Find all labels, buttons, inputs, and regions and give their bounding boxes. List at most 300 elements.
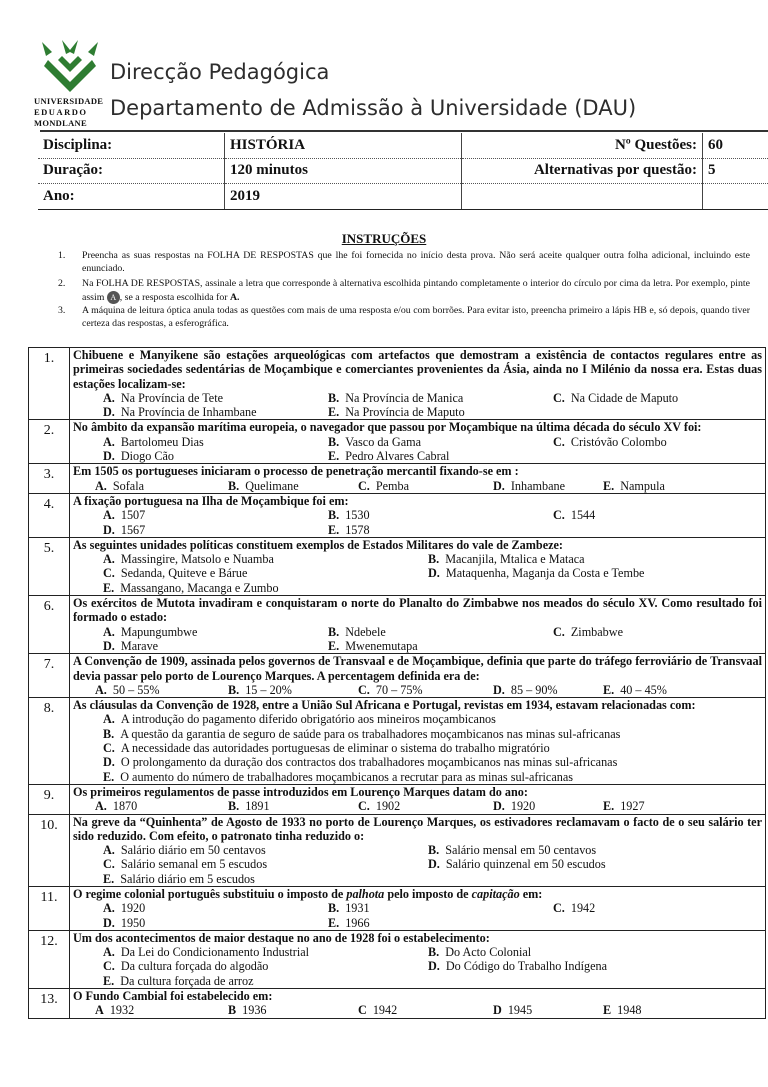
- option-text: 50 – 55%: [112, 682, 160, 697]
- option-letter: B.: [428, 945, 440, 960]
- answer-option: [103, 508, 145, 522]
- answer-option: [95, 683, 160, 697]
- option-letter: B.: [328, 901, 340, 916]
- option-text: Vasco da Gama: [345, 434, 421, 449]
- option-text: Salário quinzenal em 50 escudos: [445, 857, 606, 872]
- discipline-label: Disciplina:: [38, 133, 225, 158]
- option-letter: D.: [428, 959, 440, 974]
- question-row: [29, 814, 766, 886]
- option-text: 1870: [112, 799, 138, 814]
- option-letter: E.: [603, 478, 615, 493]
- options-row: [73, 405, 762, 419]
- option-text: Inhambane: [510, 478, 566, 493]
- option-text: A necessidade das autoridades portuguesas de eliminar o sistema do trabalho migratório: [120, 741, 550, 756]
- question-stem: Em 1505 os portugueses iniciaram o processo de penetração mercantil fixando-se em :: [73, 464, 519, 479]
- option-letter: D.: [493, 799, 505, 814]
- question-stem: As seguintes unidades políticas constituem exemplos de Estados Militares do vale de Zambeze:: [73, 537, 563, 552]
- answer-option: [493, 799, 535, 813]
- question-number: 10.: [29, 814, 70, 886]
- options-row: [73, 901, 762, 915]
- answer-option: [95, 479, 144, 493]
- institution-name: [34, 96, 106, 129]
- answer-option: [95, 799, 137, 813]
- option-text: Da Lei do Condicionamento Industrial: [120, 945, 310, 960]
- option-text: Do Código do Trabalho Indígena: [445, 959, 607, 974]
- option-text: 1902: [375, 799, 401, 814]
- question-row: [29, 420, 766, 464]
- options-row: [73, 727, 762, 741]
- option-letter: D.: [428, 566, 440, 581]
- option-letter: D.: [103, 449, 115, 464]
- option-text: Marave: [120, 638, 159, 653]
- answer-option: [603, 479, 665, 493]
- option-letter: E.: [603, 799, 615, 814]
- option-text: Da cultura forçada de arroz: [120, 973, 254, 988]
- option-text: Salário diário em 5 escudos: [120, 871, 255, 886]
- option-letter: C.: [553, 624, 565, 639]
- option-letter: A.: [95, 478, 107, 493]
- question-row: [29, 654, 766, 698]
- question-number: 13.: [29, 989, 70, 1019]
- option-letter: C.: [103, 566, 115, 581]
- answer-option: [493, 479, 565, 493]
- instruction-item: [58, 305, 748, 330]
- option-text: Da cultura forçada do algodão: [120, 959, 269, 974]
- options-row: [73, 639, 762, 653]
- options-row: [73, 959, 762, 973]
- question-number: 7.: [29, 654, 70, 698]
- option-text: Salário diário em 50 centavos: [120, 843, 266, 858]
- answer-option: [103, 901, 145, 915]
- answer-option: [358, 799, 400, 813]
- option-text: 1942: [570, 901, 596, 916]
- option-text: 1966: [345, 915, 370, 930]
- option-letter: D.: [103, 522, 115, 537]
- option-letter: A.: [95, 682, 107, 697]
- option-letter: D.: [103, 915, 115, 930]
- answer-option: [103, 843, 266, 857]
- option-text: Sedanda, Quiteve e Bárue: [120, 566, 248, 581]
- options-row: [73, 799, 762, 813]
- answer-option: [103, 405, 257, 419]
- option-text: 1578: [345, 522, 370, 537]
- directorate-title: Direcção Pedagógica: [110, 60, 330, 84]
- option-text: Mapungumbwe: [120, 624, 198, 639]
- option-letter: E: [603, 1003, 612, 1018]
- options-row: [73, 552, 762, 566]
- answer-option: [103, 916, 145, 930]
- options-row: [73, 974, 762, 988]
- answer-option: [228, 683, 292, 697]
- answer-option: [428, 566, 644, 580]
- instruction-number: 2.: [58, 278, 66, 289]
- option-text: Na Cidade de Maputo: [570, 390, 679, 405]
- option-text: 1530: [345, 508, 370, 523]
- options-row: [73, 755, 762, 769]
- options-row: [73, 523, 762, 537]
- option-letter: D.: [493, 682, 505, 697]
- option-text: 1927: [620, 799, 645, 814]
- options-row: [73, 741, 762, 755]
- question-number: 3.: [29, 464, 70, 494]
- answer-option: [428, 945, 531, 959]
- option-letter: D.: [493, 478, 505, 493]
- answer-option: [328, 391, 463, 405]
- option-letter: B.: [228, 799, 240, 814]
- instruction-bold: A.: [229, 291, 240, 303]
- answer-option: [103, 449, 174, 463]
- option-letter: A.: [103, 552, 115, 567]
- question-row: [29, 784, 766, 814]
- option-text: 1544: [570, 508, 596, 523]
- question-row: [29, 493, 766, 537]
- question-stem-part: O regime colonial português substituiu o imposto de: [73, 886, 347, 901]
- option-text: Mataquenha, Maganja da Costa e Tembe: [445, 566, 645, 581]
- question-number: 9.: [29, 784, 70, 814]
- option-text: 70 – 75%: [375, 682, 423, 697]
- question-row: [29, 930, 766, 988]
- option-text: Sofala: [112, 478, 144, 493]
- options-row: [73, 391, 762, 405]
- answer-option: [103, 523, 145, 537]
- duration-label: Duração:: [38, 158, 225, 184]
- option-text: Nampula: [620, 478, 665, 493]
- question-body: [70, 596, 766, 654]
- option-letter: C.: [553, 508, 565, 523]
- question-body: [70, 348, 766, 420]
- question-row: [29, 348, 766, 420]
- question-body: [70, 989, 766, 1019]
- option-letter: E.: [103, 973, 115, 988]
- option-letter: A.: [103, 624, 115, 639]
- option-text: 85 – 90%: [510, 682, 558, 697]
- instruction-text: Na FOLHA DE RESPOSTAS, assinale a letra que corresponde à alternativa escolhida pintando completamente o interior do círculo por cima da letra. Por exemplo, pinte assim: [82, 278, 750, 303]
- answer-option: [428, 959, 607, 973]
- option-letter: C.: [358, 682, 370, 697]
- question-body: [70, 493, 766, 537]
- question-body: [70, 420, 766, 464]
- question-stem-part: capitação: [471, 886, 520, 901]
- instruction-text: Preencha as suas respostas na FOLHA DE RESPOSTAS que lhe foi fornecida no início desta prova. Não será aceite qualquer outra folha adicional, incluindo este enunciado.: [82, 250, 750, 274]
- option-text: Salário mensal em 50 centavos: [445, 843, 597, 858]
- option-text: A questão da garantia de seguro de saúde para os trabalhadores moçambicanos nas minas sul-africanas: [120, 726, 621, 741]
- option-text: 1948: [617, 1003, 642, 1018]
- institution-line: EDUARDO: [34, 107, 88, 117]
- option-letter: E.: [328, 405, 340, 420]
- option-letter: E.: [603, 682, 615, 697]
- duration-value: 120 minutos: [225, 158, 462, 184]
- option-letter: B.: [328, 624, 340, 639]
- discipline-value: HISTÓRIA: [225, 133, 462, 158]
- empty-cell: [462, 184, 703, 210]
- question-body: [70, 814, 766, 886]
- question-body: [70, 464, 766, 494]
- question-stem: Na greve da “Quinhenta” de Agosto de 1933 no porto de Lourenço Marques, os estivadores reclamavam o facto de o seu salário ter sido reduzido. Com efeito, o patronato tinha reduzido o:: [73, 814, 762, 843]
- answer-option: [103, 391, 223, 405]
- option-letter: A.: [103, 712, 115, 727]
- options-row: [73, 770, 762, 784]
- exam-info-table: [38, 133, 768, 210]
- department-title: Departamento de Admissão à Universidade (DAU): [110, 96, 637, 120]
- option-text: Quelimane: [245, 478, 299, 493]
- answer-option: [228, 799, 270, 813]
- options-row: [73, 712, 762, 726]
- options-row: [73, 435, 762, 449]
- question-number: 11.: [29, 886, 70, 930]
- option-letter: B.: [103, 726, 115, 741]
- option-text: Cristóvão Colombo: [570, 434, 667, 449]
- option-text: Zimbabwe: [570, 624, 623, 639]
- option-letter: E.: [328, 449, 340, 464]
- question-row: [29, 989, 766, 1019]
- answer-option: [228, 1003, 267, 1017]
- answer-option: [103, 959, 268, 973]
- answer-option: [603, 1003, 642, 1017]
- answer-option: [358, 1003, 397, 1017]
- option-letter: E.: [328, 915, 340, 930]
- option-letter: C.: [553, 434, 565, 449]
- answer-option: [328, 508, 370, 522]
- option-text: Massingire, Matsolo e Nuamba: [120, 552, 274, 567]
- empty-cell: [703, 184, 768, 210]
- answer-option: [328, 625, 386, 639]
- option-letter: C: [358, 1003, 367, 1018]
- option-text: 1507: [120, 508, 146, 523]
- question-number: 5.: [29, 537, 70, 595]
- option-letter: A.: [103, 901, 115, 916]
- answer-option: [103, 625, 197, 639]
- option-text: Na Província de Tete: [120, 390, 223, 405]
- question-stem: Os primeiros regulamentos de passe introduzidos em Lourenço Marques datam do ano:: [73, 784, 528, 799]
- question-row: [29, 698, 766, 785]
- question-stem: As cláusulas da Convenção de 1928, entre a União Sul Africana e Portugal, revistas em 1934, estavam relacionadas com:: [73, 698, 696, 713]
- answer-option: [103, 741, 550, 755]
- option-letter: C.: [103, 857, 115, 872]
- answer-option: [328, 449, 449, 463]
- instruction-item: [58, 250, 748, 275]
- question-row: [29, 464, 766, 494]
- option-text: 40 – 45%: [620, 682, 667, 697]
- answer-option: [358, 683, 423, 697]
- option-letter: A: [95, 1003, 104, 1018]
- option-letter: B.: [428, 843, 440, 858]
- option-letter: D.: [428, 857, 440, 872]
- question-row: [29, 886, 766, 930]
- option-letter: C.: [103, 959, 115, 974]
- question-number: 6.: [29, 596, 70, 654]
- answer-option: [553, 435, 667, 449]
- question-body: [70, 698, 766, 785]
- option-text: 1891: [245, 799, 270, 814]
- option-letter: C.: [358, 799, 370, 814]
- answer-option: [428, 843, 596, 857]
- option-text: Mwenemutapa: [345, 638, 418, 653]
- question-number: 1.: [29, 348, 70, 420]
- question-body: [70, 886, 766, 930]
- answer-option: [95, 1003, 134, 1017]
- options-row: [73, 566, 762, 580]
- question-stem-part: pelo imposto de: [384, 886, 472, 901]
- answer-option: [358, 479, 409, 493]
- instruction-item: [58, 278, 748, 303]
- instructions-title: INSTRUÇÕES: [341, 231, 427, 246]
- option-text: Bartolomeu Dias: [120, 434, 204, 449]
- answer-option: [103, 552, 274, 566]
- instruction-number: 3.: [58, 305, 66, 316]
- questions-label: Nº Questões:: [462, 133, 703, 158]
- answer-option: [493, 1003, 532, 1017]
- option-letter: B.: [428, 552, 440, 567]
- question-body: [70, 654, 766, 698]
- option-text: Pedro Alvares Cabral: [345, 449, 450, 464]
- option-letter: D.: [103, 755, 115, 770]
- instruction-text: A máquina de leitura óptica anula todas as questões com mais de uma resposta e/ou com borrões. Para evitar isto, preencha primeiro a lápis HB e, só depois, quando tiver certeza das respostas, a esferográfica.: [82, 305, 750, 329]
- options-row: [73, 508, 762, 522]
- institution-line: UNIVERSIDADE: [34, 96, 104, 106]
- answer-option: [103, 974, 254, 988]
- option-letter: E.: [103, 871, 115, 886]
- answer-option: [103, 639, 158, 653]
- option-text: Diogo Cão: [120, 449, 175, 464]
- question-number: 2.: [29, 420, 70, 464]
- question-row: [29, 596, 766, 654]
- question-stem: A Convenção de 1909, assinada pelos governos de Transvaal e de Moçambique, definia que parte do tráfego ferroviário de Transvaal devia passar pelo porto de Lourenço Marques. A percentagem definida era de:: [73, 654, 762, 683]
- answer-option: [103, 566, 247, 580]
- options-row: [73, 1003, 762, 1017]
- option-letter: C.: [358, 478, 370, 493]
- answer-option: [103, 945, 309, 959]
- options-row: [73, 449, 762, 463]
- options-row: [73, 683, 762, 697]
- option-text: 1945: [507, 1003, 533, 1018]
- answer-option: [328, 523, 370, 537]
- options-row: [73, 843, 762, 857]
- option-text: Macanjila, Mtalica e Mataca: [445, 552, 585, 567]
- option-text: 1567: [120, 522, 146, 537]
- option-letter: E.: [328, 638, 340, 653]
- question-body: [70, 930, 766, 988]
- answer-option: [228, 479, 299, 493]
- option-text: 1936: [242, 1003, 267, 1018]
- question-number: 4.: [29, 493, 70, 537]
- option-text: 1932: [109, 1003, 135, 1018]
- option-letter: A.: [103, 390, 115, 405]
- question-row: [29, 537, 766, 595]
- question-stem-part: palhota: [346, 886, 385, 901]
- question-number: 8.: [29, 698, 70, 785]
- option-letter: B.: [328, 434, 340, 449]
- alternatives-label: Alternativas por questão:: [462, 158, 703, 184]
- option-letter: A.: [103, 945, 115, 960]
- option-letter: B.: [228, 478, 240, 493]
- header-divider: [40, 130, 768, 132]
- answer-option: [328, 901, 370, 915]
- option-text: 1942: [372, 1003, 398, 1018]
- answer-option: [103, 435, 204, 449]
- option-text: Massangano, Macanga e Zumbo: [120, 580, 279, 595]
- option-letter: D: [493, 1003, 502, 1018]
- option-letter: E.: [103, 769, 115, 784]
- instruction-text: , se a resposta escolhida for: [119, 291, 228, 303]
- answer-option: [103, 872, 255, 886]
- alternatives-value: 5: [703, 158, 768, 184]
- question-stem: A fixação portuguesa na Ilha de Moçambique foi em:: [73, 493, 349, 508]
- answer-option: [328, 639, 418, 653]
- option-text: O aumento do número de trabalhadores moçambicanos a recrutar para as minas sul-africanas: [120, 769, 573, 784]
- question-stem: O Fundo Cambial foi estabelecido em:: [73, 989, 273, 1004]
- option-text: Salário semanal em 5 escudos: [120, 857, 268, 872]
- question-body: [70, 784, 766, 814]
- answer-option: [328, 405, 465, 419]
- option-letter: B.: [328, 508, 340, 523]
- option-text: 15 – 20%: [245, 682, 292, 697]
- option-text: 1950: [120, 915, 146, 930]
- answer-option: [328, 435, 421, 449]
- option-letter: C.: [553, 390, 565, 405]
- options-row: [73, 625, 762, 639]
- options-row: [73, 581, 762, 595]
- question-body: [70, 537, 766, 595]
- option-text: Do Acto Colonial: [445, 945, 532, 960]
- filled-circle-example: A: [107, 291, 120, 304]
- answer-option: [103, 581, 279, 595]
- question-stem-part: em:: [519, 886, 543, 901]
- question-stem: [73, 887, 762, 901]
- option-letter: C.: [553, 901, 565, 916]
- question-stem: Chibuene e Manyikene são estações arqueológicas com artefactos que demostram a existência de contactos regulares entre as primeiras sociedades sedentárias de Moçambique e comerciantes provenientes da Ásia, ainda no I Milénio da nossa era. Estas duas estações localizam-se:: [73, 348, 762, 391]
- option-text: Ndebele: [345, 624, 386, 639]
- option-text: Na Província de Inhambane: [120, 405, 257, 420]
- answer-option: [103, 770, 573, 784]
- questions-value: 60: [703, 133, 768, 158]
- answer-option: [553, 901, 595, 915]
- options-row: [73, 945, 762, 959]
- year-value: 2019: [225, 184, 462, 210]
- options-row: [73, 857, 762, 871]
- options-row: [73, 916, 762, 930]
- answer-option: [553, 508, 595, 522]
- question-stem: Um dos acontecimentos de maior destaque no ano de 1928 foi o estabelecimento:: [73, 930, 490, 945]
- option-letter: B.: [328, 390, 340, 405]
- option-text: 1931: [345, 901, 370, 916]
- answer-option: [428, 857, 606, 871]
- university-logo: [34, 38, 106, 96]
- question-number: 12.: [29, 930, 70, 988]
- institution-line: MONDLANE: [34, 118, 87, 128]
- instruction-number: 1.: [58, 250, 66, 261]
- answer-option: [553, 391, 678, 405]
- options-row: [73, 479, 762, 493]
- questions-table: [28, 347, 766, 1019]
- answer-option: [103, 712, 496, 726]
- answer-option: [103, 755, 617, 769]
- option-text: Na Província de Manica: [345, 390, 464, 405]
- options-row: [73, 872, 762, 886]
- answer-option: [103, 727, 620, 741]
- option-text: Pemba: [375, 478, 410, 493]
- option-letter: A.: [103, 434, 115, 449]
- answer-option: [103, 857, 267, 871]
- option-letter: A.: [103, 843, 115, 858]
- option-letter: D.: [103, 638, 115, 653]
- answer-option: [553, 625, 623, 639]
- question-stem: Os exércitos de Mutota invadiram e conquistaram o norte do Planalto do Zimbabwe nos meados do século XV. Como resultado foi formado o estado:: [73, 596, 762, 625]
- option-text: 1920: [120, 901, 146, 916]
- option-letter: D.: [103, 405, 115, 420]
- answer-option: [493, 683, 558, 697]
- answer-option: [328, 916, 370, 930]
- option-text: O prolongamento da duração dos contractos dos trabalhadores moçambicanos nas minas sul-africanas: [120, 755, 618, 770]
